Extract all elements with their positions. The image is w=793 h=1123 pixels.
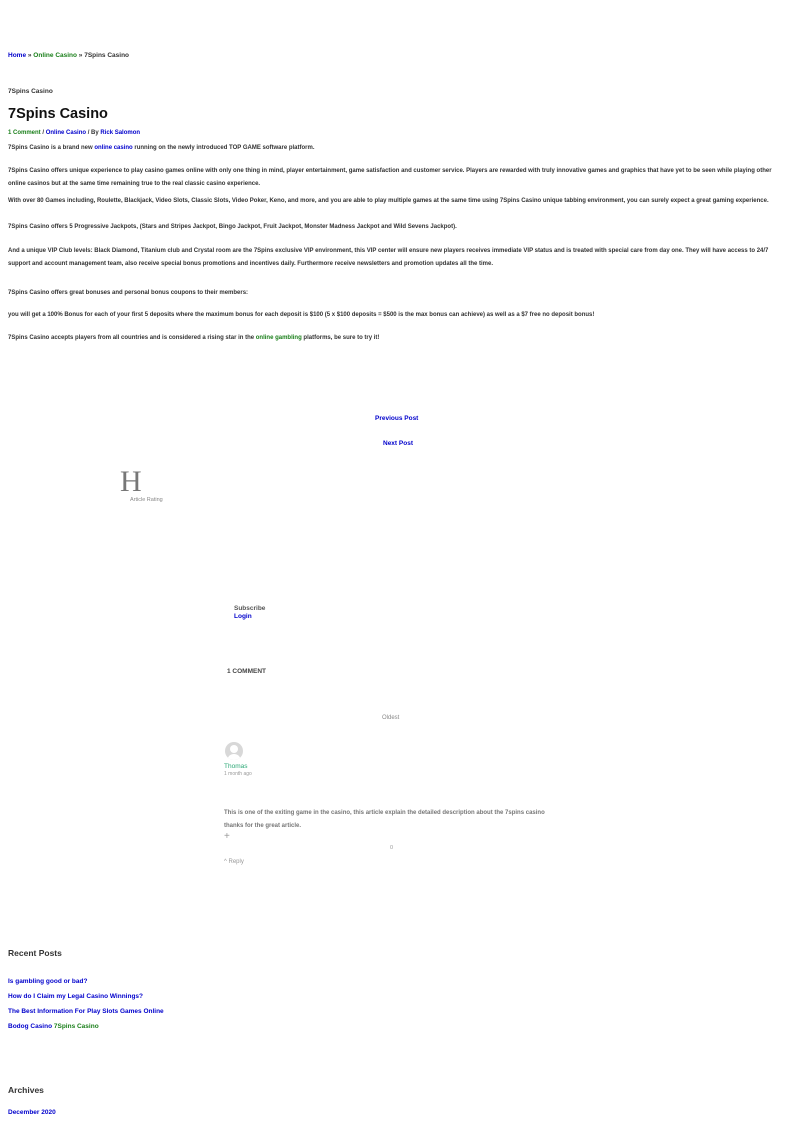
avatar-body-shape [227,754,241,760]
breadcrumb [8,52,129,59]
article-paragraph: With over 80 Games including, Roulette, Blackjack, Video Slots, Classic Slots, Video Poker, Keno, and more, and you are able to play multiple games at the same time using 7Spins Casino unique tabbing environment, you can surely expect a great gaming experience. [8,198,769,204]
category-label: 7Spins Casino [8,88,53,95]
avatar [225,742,243,760]
paragraph-text: running on the newly introduced TOP GAME software platform. [132,145,315,151]
comment-time: 1 month ago [224,771,252,777]
article-rating-label: Article Rating [130,497,163,503]
breadcrumb-home-link[interactable]: Home [8,52,27,59]
breadcrumb-separator: » [77,52,85,59]
sort-oldest-toggle[interactable]: Oldest [382,715,400,721]
breadcrumb-category-link[interactable]: Online Casino [33,52,77,59]
vote-count: 0 [390,845,394,851]
paragraph-text: 7Spins Casino accepts players from all countries and is considered a rising star in the [8,335,256,341]
comment-text: This is one of the exiting game in the casino, this article explain the detailed description about the 7spins casino thanks for the great article. [224,810,545,829]
article-paragraph: And a unique VIP Club levels: Black Diamond, Titanium club and Crystal room are the 7Spins exclusive VIP environment, this VIP center will ensure new players receives immediate VIP status and is treated with special care from day one. They will have access to 24/7 support and account management team, also receive special bonus promotions and incentives daily. Furthermore receive newsletters and promotion updates all the time. [8,248,769,267]
article-paragraph [8,332,783,345]
article-paragraph [8,142,783,155]
archives-heading: Archives [8,1085,44,1095]
previous-post-link[interactable]: Previous Post [375,415,419,422]
article-paragraph: 7Spins Casino offers unique experience to play casino games online with only one thing in mind, player entertainment, game satisfaction and customer service. Players are rewarded with truly innovative games and graphics that have yet to be seen while playing other online casinos but at the same time remaining true to the real classic casino experience. [8,168,772,187]
archive-link[interactable]: December 2020 [8,1109,56,1116]
subscribe-label[interactable]: Subscribe [234,605,266,612]
rating-icon[interactable]: H [120,465,142,498]
upvote-icon[interactable]: + [224,831,230,842]
login-link[interactable]: Login [234,613,252,620]
online-gambling-link[interactable]: online gambling [255,335,302,341]
article-paragraph: 7Spins Casino offers great bonuses and personal bonus coupons to their members: [8,290,249,296]
paragraph-text: 7Spins Casino is a brand new [8,145,95,151]
meta-separator: / By [86,130,101,136]
recent-post-link-part[interactable]: Bodog Casino [8,1023,53,1030]
avatar-head-shape [230,745,238,753]
article-paragraph: you will get a 100% Bonus for each of your first 5 deposits where the maximum bonus for each deposit is $100 (5 x $100 deposits = $500 is the max bonus can achieve) as well as a $7 free no deposit bonus! [8,312,595,318]
comments-count-link[interactable]: 1 Comment [8,130,41,136]
author-link[interactable]: Rick Salomon [100,130,141,136]
comment-count-heading: 1 COMMENT [227,668,266,675]
comment-author: Thomas [224,763,248,770]
recent-post-link-part[interactable]: 7Spins Casino [53,1023,99,1030]
post-meta [8,130,140,136]
breadcrumb-separator: » [26,52,34,59]
recent-posts-heading: Recent Posts [8,948,62,958]
recent-post-link[interactable]: How do I Claim my Legal Casino Winnings? [8,993,144,1000]
meta-separator: / [40,130,46,136]
paragraph-text: platforms, be sure to try it! [301,335,380,341]
page-title: 7Spins Casino [8,106,108,122]
recent-post-link[interactable]: Is gambling good or bad? [8,978,88,985]
category-link[interactable]: Online Casino [45,130,87,136]
article-paragraph: 7Spins Casino offers 5 Progressive Jackpots, (Stars and Stripes Jackpot, Bingo Jackpot, Fruit Jackpot, Monster Madness Jackpot and Wild Sevens Jackpot). [8,224,457,230]
breadcrumb-current: 7Spins Casino [84,52,130,59]
next-post-link[interactable]: Next Post [383,440,413,447]
reply-button[interactable]: ^ Reply [224,859,244,865]
recent-post-link[interactable]: The Best Information For Play Slots Games Online [8,1008,164,1015]
recent-post-link[interactable] [8,1023,99,1030]
online-casino-link[interactable]: online casino [94,145,133,151]
